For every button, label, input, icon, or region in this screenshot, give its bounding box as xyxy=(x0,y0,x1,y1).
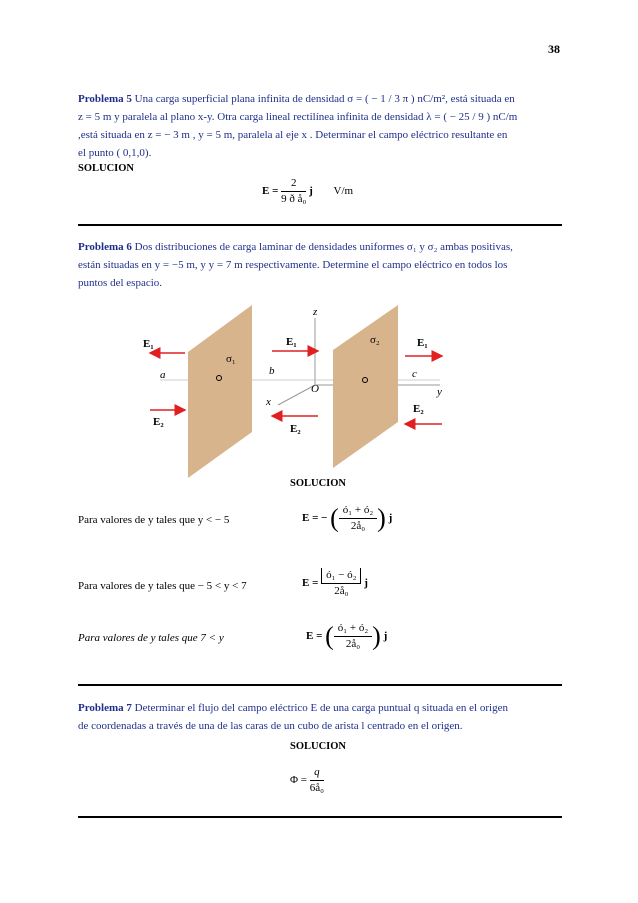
label-y: y xyxy=(437,386,442,398)
p6-e2-num: ó₁ − ó₂ xyxy=(321,568,361,584)
p6-e3-den: 2å₀ xyxy=(345,638,361,650)
p7-line-2: de coordenadas a través de una de las caras de un cubo de arista l centrado en el origen. xyxy=(78,720,463,732)
label-b: b xyxy=(269,365,275,377)
p7-line-1: Determinar el flujo del campo eléctrico E de una carga puntual q situada en el origen xyxy=(134,702,508,714)
problem-7-text xyxy=(78,699,562,735)
label-E2-left: E₂ xyxy=(153,416,164,428)
p6-case-1-eq: E = − ( $\frac{\text{ó₁ + ó₂}}{\text{2å₀}}$ ) j xyxy=(302,503,393,533)
p6-e2-den: 2å₀ xyxy=(334,585,349,597)
p6-e1-num: ó₁ + ó₂ xyxy=(339,503,377,519)
label-E2-mid: E₂ xyxy=(290,423,301,435)
p6-line-2: están situadas en y = −5 m, y y = 7 m respectivamente. Determine el campo eléctrico en todos los xyxy=(78,259,508,271)
p5-solucion: SOLUCION xyxy=(78,163,135,174)
p6-line-1: Dos distribuciones de carga laminar de densidades uniformes σ₁ y σ₂ ambas positivas, xyxy=(134,241,513,253)
p6-case-3-eq: E = ( $\frac{\text{ó₁ + ó₂}}{\text{2å₀}}$ ) j xyxy=(306,621,388,651)
plate-sigma-2 xyxy=(333,305,398,468)
p5-line-1: Una carga superficial plana infinita de densidad σ = ( − 1 / 3 π ) nC/m², está situada en xyxy=(134,93,515,105)
label-E2-right: E₂ xyxy=(413,403,424,415)
p6-e3-vec: j xyxy=(383,630,388,643)
problem-7-title: Problema 7 xyxy=(78,702,132,714)
p5-line-3: ,está situada en z = − 3 m , y = 5 m, paralela al eje x . Determinar el campo eléctrico resultante en xyxy=(78,129,508,141)
label-c: c xyxy=(412,368,417,380)
label-a: a xyxy=(160,369,166,381)
p7-eq-den: 6å₀ xyxy=(309,782,324,794)
p7-equation xyxy=(290,765,324,796)
plate-sigma-1 xyxy=(188,305,252,478)
p6-e1-lhs: E = − xyxy=(302,512,328,525)
p6-c3-label: Para valores de y tales que 7 < y xyxy=(78,632,224,644)
divider-2 xyxy=(78,684,562,686)
x-axis xyxy=(278,385,315,405)
p5-line-4: el punto ( 0,1,0). xyxy=(78,147,152,159)
p6-case-3-text xyxy=(78,632,224,644)
label-O: O xyxy=(311,383,319,395)
p5-eq-vec: j xyxy=(309,185,313,198)
p6-line-3: puntos del espacio. xyxy=(78,277,163,289)
label-z: z xyxy=(313,306,318,318)
p6-e3-num: ó₁ + ó₂ xyxy=(334,621,372,637)
divider-3 xyxy=(78,816,562,818)
label-E1-mid: E₁ xyxy=(286,336,297,348)
p7-eq-num: q xyxy=(310,765,324,781)
label-E1-left: E₁ xyxy=(143,338,154,350)
p6-e3-lhs: E = xyxy=(306,630,323,643)
label-x: x xyxy=(266,396,271,408)
p5-eq-num: 2 xyxy=(281,176,306,192)
p6-case-2-eq xyxy=(302,568,368,599)
p7-solucion: SOLUCION xyxy=(290,741,347,752)
p5-eq-den: 9 ð å₀ xyxy=(281,193,307,205)
page-number: 38 xyxy=(548,42,560,56)
p5-eq-lhs: E = xyxy=(262,185,279,198)
p6-case-1-text: Para valores de y tales que y < − 5 xyxy=(78,514,230,526)
label-sigma-1: σ₁ xyxy=(226,353,236,365)
problem-6-title: Problema 6 xyxy=(78,241,132,253)
p5-line-2: z = 5 m y paralela al plano x-y. Otra carga lineal rectilínea infinita de densidad λ = ( − 25 / 9 ) nC/m xyxy=(78,111,518,123)
p6-e1-den: 2å₀ xyxy=(350,520,366,532)
p6-e2-vec: j xyxy=(364,577,368,590)
p6-solucion: SOLUCION xyxy=(290,478,347,489)
label-sigma-2: σ₂ xyxy=(370,334,380,346)
p6-e1-vec: j xyxy=(388,512,393,525)
problem-5-title: Problema 5 xyxy=(78,93,132,105)
p7-eq-lhs: Φ = xyxy=(290,774,307,787)
p6-e2-lhs: E = xyxy=(302,577,319,590)
p5-eq-unit: V/m xyxy=(333,185,354,198)
label-E1-right: E₁ xyxy=(417,337,428,349)
p6-case-2-text: Para valores de y tales que − 5 < y < 7 xyxy=(78,580,247,592)
